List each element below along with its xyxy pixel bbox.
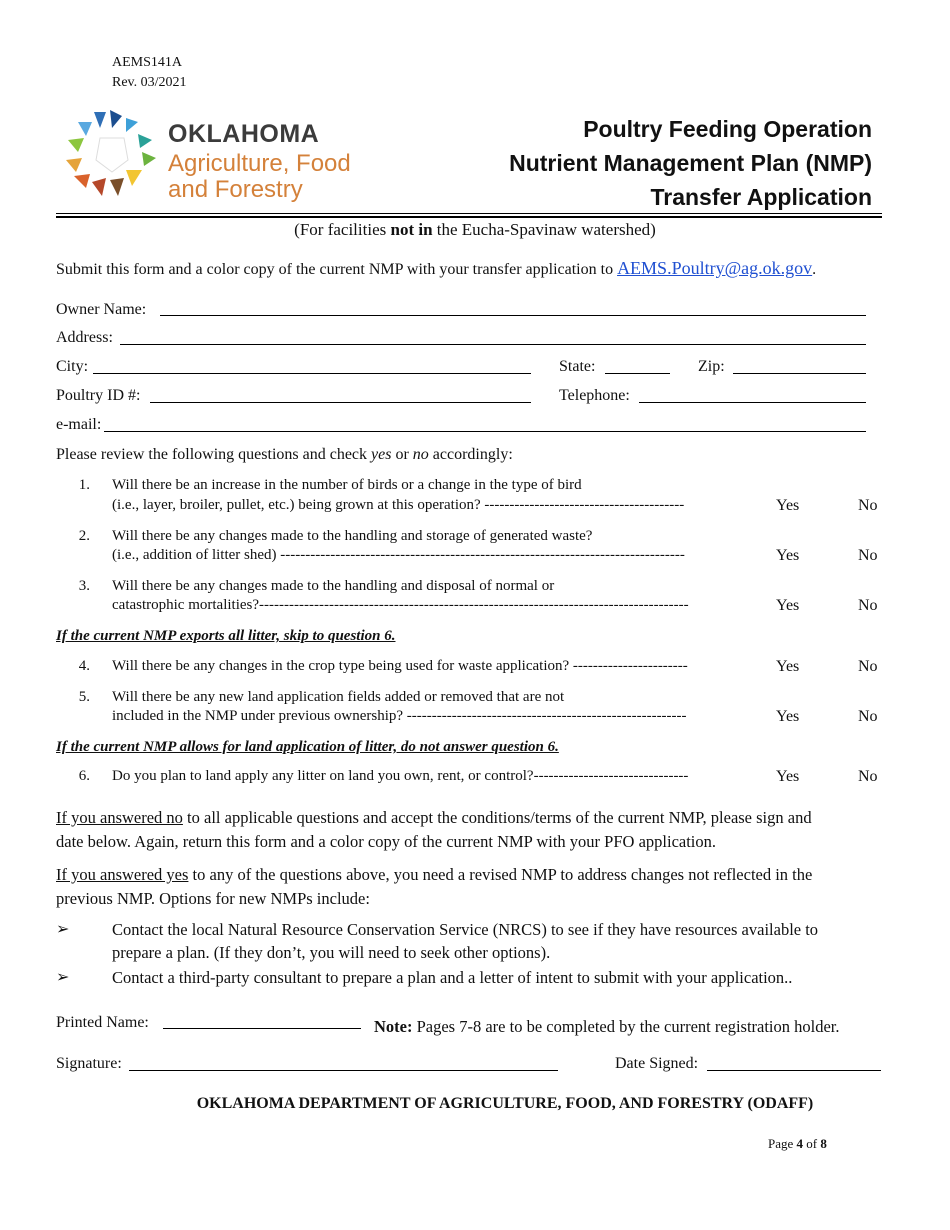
- answered-yes-paragraph-line-1: If you answered yes to any of the questions above, you need a revised NMP to address changes not reflected in the: [56, 865, 813, 884]
- email-link[interactable]: AEMS.Poultry@ag.ok.gov: [617, 258, 813, 278]
- state-label: State:: [559, 358, 596, 375]
- question-4-number: 4.: [78, 658, 90, 674]
- bullet-arrow-icon: ➢: [56, 921, 70, 938]
- skip-note-1: If the current NMP exports all litter, skip to question 6.: [56, 628, 396, 644]
- bullet-1-line-2: prepare a plan. (If they don’t, you will need to seek other options).: [112, 943, 551, 962]
- question-1-no[interactable]: No: [858, 497, 878, 514]
- question-3-no[interactable]: No: [858, 597, 878, 614]
- title-line-2: Nutrient Management Plan (NMP): [509, 150, 872, 176]
- logo-line-3: and Forestry: [168, 176, 303, 203]
- zip-label: Zip:: [698, 358, 725, 375]
- poultry-id-label: Poultry ID #:: [56, 387, 141, 404]
- poultry-id-field[interactable]: [150, 402, 531, 403]
- subtitle: (For facilities not in the Eucha-Spavinaw watershed): [294, 220, 656, 239]
- question-5-line-2: included in the NMP under previous ownership? --------------------------------------------------------: [112, 708, 687, 724]
- city-field[interactable]: [93, 373, 531, 374]
- question-1-line-2: (i.e., layer, broiler, pullet, etc.) being grown at this operation? ----------------------------------------: [112, 497, 685, 513]
- question-3-line-1: Will there be any changes made to the handling and disposal of normal or: [112, 578, 555, 594]
- question-2-line-2: (i.e., addition of litter shed) ---------------------------------------------------------------------------------: [112, 547, 685, 563]
- question-4-line-1: Will there be any changes in the crop type being used for waste application? -----------------------: [112, 658, 688, 674]
- date-signed-label: Date Signed:: [615, 1055, 699, 1072]
- header-rule-top: [56, 213, 882, 214]
- answered-no-paragraph-line-1: If you answered no to all applicable questions and accept the conditions/terms of the current NMP, please sign and: [56, 808, 812, 827]
- question-1-number: 1.: [78, 477, 90, 493]
- question-6-no[interactable]: No: [858, 768, 878, 785]
- logo-line-2: Agriculture, Food: [168, 150, 351, 177]
- question-3-number: 3.: [78, 578, 90, 594]
- odaff-logo: [64, 108, 394, 203]
- question-2-no[interactable]: No: [858, 547, 878, 564]
- question-5-no[interactable]: No: [858, 708, 878, 725]
- logo-star-icon: [64, 108, 160, 200]
- state-field[interactable]: [605, 373, 670, 374]
- signature-field[interactable]: [129, 1070, 558, 1071]
- header-rule-bottom: [56, 216, 882, 218]
- form-title: [352, 112, 872, 214]
- signature-label: Signature:: [56, 1055, 122, 1072]
- zip-field[interactable]: [733, 373, 866, 374]
- question-2-number: 2.: [78, 528, 90, 544]
- email-field[interactable]: [104, 431, 866, 432]
- agency-footer: OKLAHOMA DEPARTMENT OF AGRICULTURE, FOOD, AND FORESTRY (ODAFF): [196, 1095, 814, 1112]
- form-revision: Rev. 03/2021: [112, 75, 187, 90]
- title-line-3: Transfer Application: [650, 184, 872, 210]
- question-6-line-1: Do you plan to land apply any litter on land you own, rent, or control?-------------------------------: [112, 768, 689, 784]
- question-3-yes[interactable]: Yes: [776, 597, 800, 614]
- question-5-line-1: Will there be any new land application fields added or removed that are not: [112, 689, 565, 705]
- title-line-1: Poultry Feeding Operation: [583, 116, 872, 142]
- page-number: Page 4 of 8: [768, 1136, 827, 1151]
- date-signed-field[interactable]: [707, 1070, 881, 1071]
- telephone-label: Telephone:: [559, 387, 630, 404]
- answered-no-paragraph-line-2: date below. Again, return this form and a color copy of the current NMP with your PFO application.: [56, 832, 717, 851]
- question-4-yes[interactable]: Yes: [776, 658, 800, 675]
- bullet-arrow-icon: ➢: [56, 969, 70, 986]
- telephone-field[interactable]: [639, 402, 866, 403]
- intro-text: Submit this form and a color copy of the current NMP with your transfer application to AEMS.Poultry@ag.ok.gov.: [56, 258, 817, 278]
- printed-name-field[interactable]: [163, 1028, 361, 1029]
- question-4-no[interactable]: No: [858, 658, 878, 675]
- question-2-line-1: Will there be any changes made to the handling and storage of generated waste?: [112, 528, 593, 544]
- owner-name-field[interactable]: [160, 315, 866, 316]
- note-text: Note: Pages 7-8 are to be completed by the current registration holder.: [374, 1017, 840, 1036]
- form-code: AEMS141A: [112, 55, 183, 70]
- question-2-yes[interactable]: Yes: [776, 547, 800, 564]
- logo-line-1: OKLAHOMA: [168, 120, 320, 148]
- review-instruction: Please review the following questions and check yes or no accordingly:: [56, 446, 513, 463]
- bullet-1-line-1: Contact the local Natural Resource Conservation Service (NRCS) to see if they have resources available to: [112, 920, 819, 939]
- owner-name-label: Owner Name:: [56, 301, 147, 318]
- address-label: Address:: [56, 329, 113, 346]
- question-6-number: 6.: [78, 768, 90, 784]
- question-5-number: 5.: [78, 689, 90, 705]
- address-field[interactable]: [120, 344, 866, 345]
- email-label: e-mail:: [56, 416, 102, 433]
- question-6-yes[interactable]: Yes: [776, 768, 800, 785]
- question-3-line-2: catastrophic mortalities?--------------------------------------------------------------------------------------: [112, 597, 689, 613]
- city-label: City:: [56, 358, 89, 375]
- question-1-line-1: Will there be an increase in the number of birds or a change in the type of bird: [112, 477, 582, 493]
- answered-yes-paragraph-line-2: previous NMP. Options for new NMPs include:: [56, 889, 370, 908]
- question-5-yes[interactable]: Yes: [776, 708, 800, 725]
- question-1-yes[interactable]: Yes: [776, 497, 800, 514]
- bullet-2-line-1: Contact a third-party consultant to prepare a plan and a letter of intent to submit with your application..: [112, 968, 793, 987]
- skip-note-2: If the current NMP allows for land application of litter, do not answer question 6.: [56, 739, 559, 755]
- printed-name-label: Printed Name:: [56, 1014, 149, 1031]
